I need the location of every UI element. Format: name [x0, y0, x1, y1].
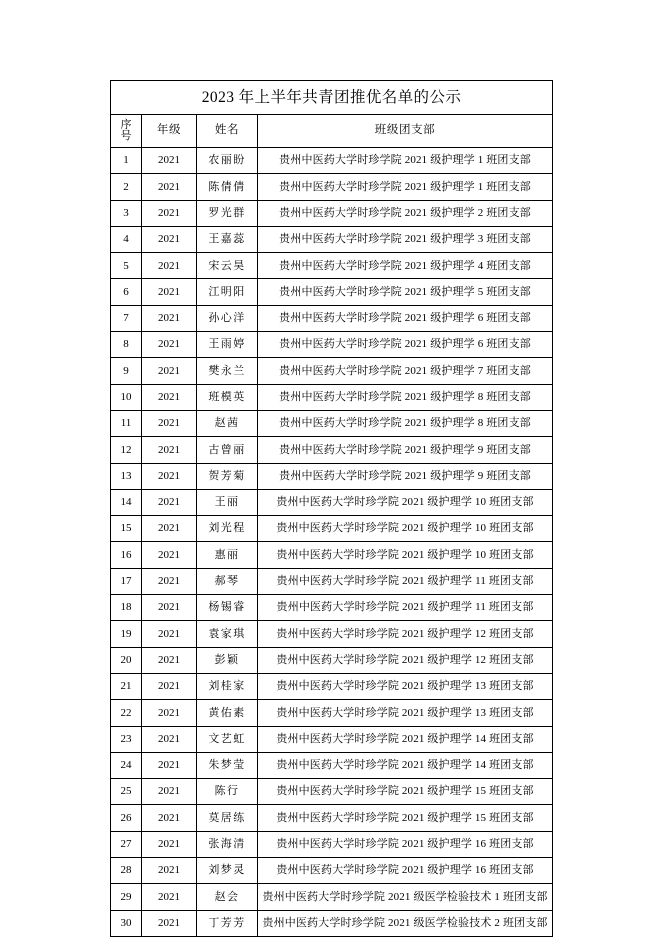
cell-grade: 2021 [142, 595, 197, 621]
cell-name: 农丽盼 [197, 148, 258, 174]
cell-grade: 2021 [142, 174, 197, 200]
cell-index: 30 [111, 910, 142, 936]
table-row [111, 437, 553, 463]
cell-grade: 2021 [142, 779, 197, 805]
cell-name: 张海清 [197, 831, 258, 857]
column-header-index-line2: 号 [120, 130, 132, 142]
cell-name: 刘光程 [197, 516, 258, 542]
table-row [111, 358, 553, 384]
cell-branch: 贵州中医药大学时珍学院 2021 级护理学 10 班团支部 [258, 489, 553, 515]
cell-grade: 2021 [142, 884, 197, 910]
cell-index: 20 [111, 647, 142, 673]
cell-grade: 2021 [142, 726, 197, 752]
cell-grade: 2021 [142, 253, 197, 279]
table-row [111, 779, 553, 805]
cell-branch: 贵州中医药大学时珍学院 2021 级护理学 15 班团支部 [258, 779, 553, 805]
cell-name: 文艺虹 [197, 726, 258, 752]
cell-index: 11 [111, 410, 142, 436]
cell-name: 孙心洋 [197, 305, 258, 331]
table-row [111, 226, 553, 252]
cell-grade: 2021 [142, 516, 197, 542]
table-row [111, 253, 553, 279]
cell-branch: 贵州中医药大学时珍学院 2021 级护理学 14 班团支部 [258, 752, 553, 778]
cell-branch: 贵州中医药大学时珍学院 2021 级护理学 1 班团支部 [258, 174, 553, 200]
cell-index: 8 [111, 332, 142, 358]
cell-name: 赵茜 [197, 410, 258, 436]
cell-branch: 贵州中医药大学时珍学院 2021 级护理学 6 班团支部 [258, 332, 553, 358]
cell-index: 12 [111, 437, 142, 463]
cell-branch: 贵州中医药大学时珍学院 2021 级护理学 8 班团支部 [258, 410, 553, 436]
cell-index: 25 [111, 779, 142, 805]
cell-name: 刘梦灵 [197, 858, 258, 884]
cell-grade: 2021 [142, 621, 197, 647]
table-row [111, 200, 553, 226]
cell-name: 王雨婷 [197, 332, 258, 358]
cell-name: 刘桂家 [197, 673, 258, 699]
table-header-row [111, 115, 553, 148]
cell-grade: 2021 [142, 305, 197, 331]
cell-grade: 2021 [142, 673, 197, 699]
table-row [111, 700, 553, 726]
cell-name: 郝琴 [197, 568, 258, 594]
cell-branch: 贵州中医药大学时珍学院 2021 级护理学 8 班团支部 [258, 384, 553, 410]
cell-grade: 2021 [142, 279, 197, 305]
cell-grade: 2021 [142, 463, 197, 489]
table-row [111, 148, 553, 174]
cell-name: 樊永兰 [197, 358, 258, 384]
cell-name: 朱梦莹 [197, 752, 258, 778]
table-row [111, 858, 553, 884]
cell-branch: 贵州中医药大学时珍学院 2021 级护理学 1 班团支部 [258, 148, 553, 174]
cell-branch: 贵州中医药大学时珍学院 2021 级护理学 12 班团支部 [258, 621, 553, 647]
cell-branch: 贵州中医药大学时珍学院 2021 级护理学 11 班团支部 [258, 595, 553, 621]
cell-index: 23 [111, 726, 142, 752]
cell-index: 22 [111, 700, 142, 726]
cell-grade: 2021 [142, 148, 197, 174]
cell-grade: 2021 [142, 437, 197, 463]
column-header-name: 姓名 [197, 115, 258, 148]
cell-grade: 2021 [142, 647, 197, 673]
column-header-index-line1: 序 [120, 118, 132, 131]
table-row [111, 647, 553, 673]
cell-grade: 2021 [142, 358, 197, 384]
cell-branch: 贵州中医药大学时珍学院 2021 级护理学 11 班团支部 [258, 568, 553, 594]
cell-branch: 贵州中医药大学时珍学院 2021 级护理学 9 班团支部 [258, 463, 553, 489]
cell-branch: 贵州中医药大学时珍学院 2021 级护理学 6 班团支部 [258, 305, 553, 331]
cell-grade: 2021 [142, 332, 197, 358]
cell-index: 7 [111, 305, 142, 331]
cell-index: 5 [111, 253, 142, 279]
cell-name: 赵会 [197, 884, 258, 910]
table-row [111, 463, 553, 489]
cell-index: 29 [111, 884, 142, 910]
cell-name: 莫居练 [197, 805, 258, 831]
table-row [111, 910, 553, 936]
table-row [111, 726, 553, 752]
column-header-grade: 年级 [142, 115, 197, 148]
cell-index: 24 [111, 752, 142, 778]
cell-index: 18 [111, 595, 142, 621]
cell-name: 彭颖 [197, 647, 258, 673]
cell-name: 古曾丽 [197, 437, 258, 463]
column-header-branch: 班级团支部 [258, 115, 553, 148]
table-row [111, 489, 553, 515]
cell-grade: 2021 [142, 410, 197, 436]
cell-index: 17 [111, 568, 142, 594]
cell-name: 罗光群 [197, 200, 258, 226]
cell-index: 16 [111, 542, 142, 568]
cell-index: 6 [111, 279, 142, 305]
document-title: 2023 年上半年共青团推优名单的公示 [111, 81, 553, 115]
cell-branch: 贵州中医药大学时珍学院 2021 级护理学 3 班团支部 [258, 226, 553, 252]
cell-branch: 贵州中医药大学时珍学院 2021 级护理学 7 班团支部 [258, 358, 553, 384]
table-body [111, 81, 553, 937]
cell-branch: 贵州中医药大学时珍学院 2021 级护理学 13 班团支部 [258, 673, 553, 699]
cell-name: 陈倩倩 [197, 174, 258, 200]
cell-branch: 贵州中医药大学时珍学院 2021 级医学检验技术 2 班团支部 [258, 910, 553, 936]
table-row [111, 884, 553, 910]
cell-index: 2 [111, 174, 142, 200]
table-row [111, 174, 553, 200]
table-row [111, 595, 553, 621]
table-row [111, 279, 553, 305]
cell-grade: 2021 [142, 805, 197, 831]
cell-index: 13 [111, 463, 142, 489]
cell-index: 27 [111, 831, 142, 857]
cell-grade: 2021 [142, 700, 197, 726]
cell-grade: 2021 [142, 226, 197, 252]
cell-name: 王嘉蕊 [197, 226, 258, 252]
cell-grade: 2021 [142, 568, 197, 594]
cell-grade: 2021 [142, 752, 197, 778]
notice-table-container [110, 80, 552, 937]
table-row [111, 410, 553, 436]
cell-branch: 贵州中医药大学时珍学院 2021 级护理学 10 班团支部 [258, 542, 553, 568]
table-row [111, 305, 553, 331]
cell-index: 9 [111, 358, 142, 384]
table-row [111, 752, 553, 778]
cell-name: 宋云昊 [197, 253, 258, 279]
cell-index: 28 [111, 858, 142, 884]
cell-name: 江明阳 [197, 279, 258, 305]
title-row [111, 81, 553, 115]
recommendation-list-table [110, 80, 553, 937]
cell-branch: 贵州中医药大学时珍学院 2021 级医学检验技术 1 班团支部 [258, 884, 553, 910]
cell-index: 1 [111, 148, 142, 174]
cell-branch: 贵州中医药大学时珍学院 2021 级护理学 12 班团支部 [258, 647, 553, 673]
table-row [111, 621, 553, 647]
cell-grade: 2021 [142, 542, 197, 568]
cell-grade: 2021 [142, 384, 197, 410]
table-row [111, 332, 553, 358]
cell-branch: 贵州中医药大学时珍学院 2021 级护理学 15 班团支部 [258, 805, 553, 831]
cell-index: 15 [111, 516, 142, 542]
cell-grade: 2021 [142, 858, 197, 884]
cell-name: 班模英 [197, 384, 258, 410]
cell-grade: 2021 [142, 910, 197, 936]
cell-grade: 2021 [142, 200, 197, 226]
cell-name: 王丽 [197, 489, 258, 515]
cell-grade: 2021 [142, 489, 197, 515]
table-row [111, 805, 553, 831]
cell-name: 黄佑素 [197, 700, 258, 726]
cell-branch: 贵州中医药大学时珍学院 2021 级护理学 4 班团支部 [258, 253, 553, 279]
table-row [111, 516, 553, 542]
cell-branch: 贵州中医药大学时珍学院 2021 级护理学 5 班团支部 [258, 279, 553, 305]
table-row [111, 673, 553, 699]
cell-index: 14 [111, 489, 142, 515]
cell-branch: 贵州中医药大学时珍学院 2021 级护理学 13 班团支部 [258, 700, 553, 726]
cell-name: 陈行 [197, 779, 258, 805]
table-row [111, 384, 553, 410]
cell-name: 惠丽 [197, 542, 258, 568]
cell-index: 3 [111, 200, 142, 226]
cell-branch: 贵州中医药大学时珍学院 2021 级护理学 14 班团支部 [258, 726, 553, 752]
cell-index: 10 [111, 384, 142, 410]
table-row [111, 542, 553, 568]
cell-grade: 2021 [142, 831, 197, 857]
cell-name: 丁芳芳 [197, 910, 258, 936]
cell-name: 杨锡睿 [197, 595, 258, 621]
cell-index: 21 [111, 673, 142, 699]
cell-index: 4 [111, 226, 142, 252]
cell-name: 袁家琪 [197, 621, 258, 647]
cell-branch: 贵州中医药大学时珍学院 2021 级护理学 10 班团支部 [258, 516, 553, 542]
cell-index: 26 [111, 805, 142, 831]
cell-branch: 贵州中医药大学时珍学院 2021 级护理学 2 班团支部 [258, 200, 553, 226]
cell-branch: 贵州中医药大学时珍学院 2021 级护理学 16 班团支部 [258, 831, 553, 857]
column-header-index [111, 115, 142, 148]
table-row [111, 831, 553, 857]
cell-branch: 贵州中医药大学时珍学院 2021 级护理学 16 班团支部 [258, 858, 553, 884]
cell-branch: 贵州中医药大学时珍学院 2021 级护理学 9 班团支部 [258, 437, 553, 463]
table-row [111, 568, 553, 594]
cell-index: 19 [111, 621, 142, 647]
cell-name: 贺芳菊 [197, 463, 258, 489]
